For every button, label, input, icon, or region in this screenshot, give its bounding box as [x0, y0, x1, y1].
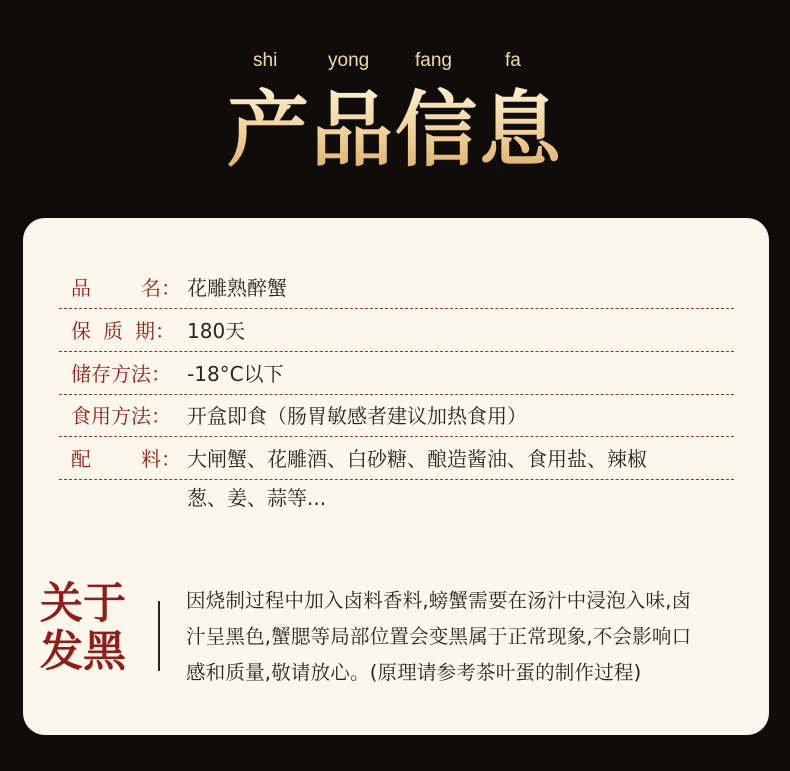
info-row-ingredients	[59, 437, 734, 480]
info-row-usage	[59, 394, 734, 437]
paragraph-line: 因烧制过程中加入卤料香料,螃蟹需要在汤汁中浸泡入味,卤	[186, 589, 692, 612]
product-info-card	[23, 218, 769, 735]
label-char: 食用方法：	[71, 404, 171, 428]
about-title-line: 发黑	[40, 627, 126, 677]
pinyin-syllable: fang	[415, 50, 452, 71]
pinyin-syllable: yong	[328, 50, 370, 71]
row-value: 花雕熟醉蟹	[187, 276, 287, 300]
row-label	[71, 317, 177, 345]
row-label	[71, 360, 177, 388]
ingredients-continuation: 葱、姜、蒜等...	[187, 486, 327, 510]
info-row-name	[59, 266, 734, 309]
about-title-line: 关于	[40, 579, 126, 629]
paragraph-line: 汁呈黑色,蟹腮等局部位置会变黑属于正常现象,不会影响口	[186, 625, 692, 648]
info-row-shelf-life	[59, 309, 734, 352]
label-char: 品	[71, 276, 91, 300]
about-blackening-title	[40, 580, 140, 676]
info-row-storage	[59, 352, 734, 395]
label-char: 期：	[135, 319, 175, 343]
label-char: 料：	[141, 447, 181, 471]
row-value: 180天	[187, 319, 246, 343]
row-label	[71, 402, 177, 430]
pinyin-line	[0, 50, 790, 76]
label-char: 名：	[141, 276, 181, 300]
row-value: 开盒即食（肠胃敏感者建议加热食用）	[187, 404, 527, 428]
pinyin-syllable: fa	[505, 50, 521, 71]
label-char: 质	[103, 319, 123, 343]
row-label	[71, 445, 181, 473]
paragraph-line: 感和质量,敬请放心。(原理请参考茶叶蛋的制作过程)	[186, 661, 642, 684]
row-label	[71, 274, 181, 302]
label-char: 配	[71, 447, 91, 471]
label-char: 保	[71, 319, 91, 343]
page-title: 产品信息	[0, 80, 790, 180]
label-char: 储存方法：	[71, 362, 171, 386]
about-blackening-text	[186, 583, 751, 691]
pinyin-syllable: shi	[253, 50, 278, 71]
vertical-divider	[158, 601, 160, 671]
row-value: 大闸蟹、花雕酒、白砂糖、酿造酱油、食用盐、辣椒	[187, 447, 647, 471]
row-value: -18°C以下	[187, 362, 284, 386]
